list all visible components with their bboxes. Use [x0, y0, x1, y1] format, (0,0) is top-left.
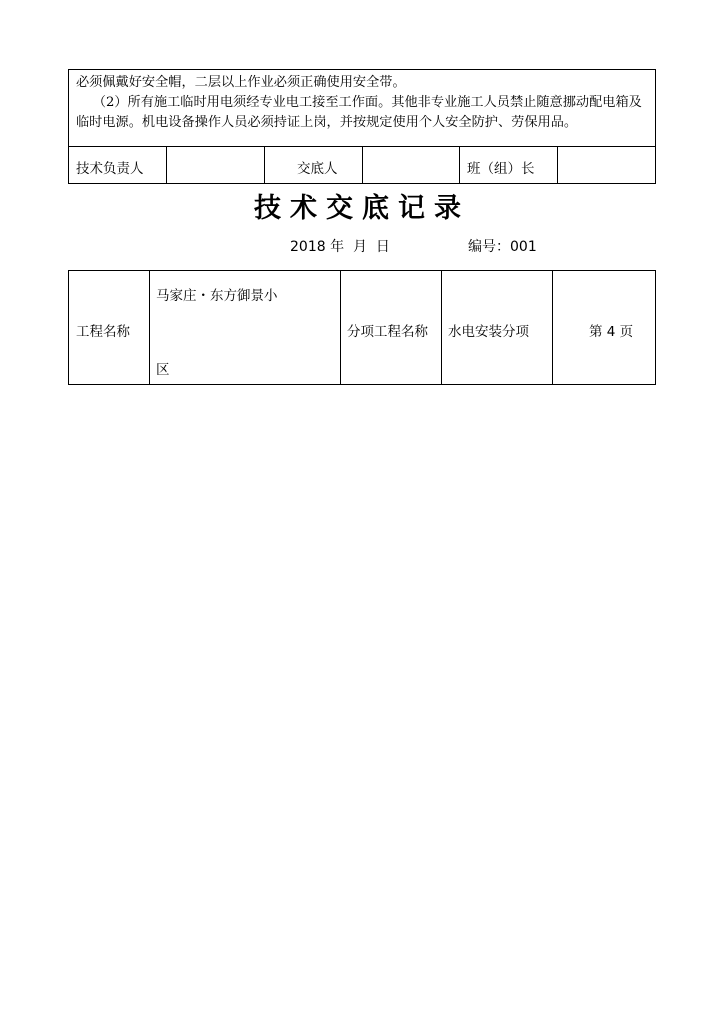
column-divider — [340, 270, 341, 385]
project-name-label: 工程名称 — [76, 324, 130, 340]
record-serial-number: 编号：001 — [468, 239, 537, 255]
column-divider — [362, 146, 363, 184]
project-name-value-line1: 马家庄・东方御景小 — [156, 288, 278, 304]
record-date: 2018 年 月 日 — [290, 239, 390, 255]
column-divider — [552, 270, 553, 385]
record-title: 技术交底记录 — [254, 193, 470, 224]
column-divider — [166, 146, 167, 184]
subproject-value: 水电安装分项 — [448, 324, 529, 340]
column-divider — [149, 270, 150, 385]
column-divider — [557, 146, 558, 184]
page-number: 第 4 页 — [589, 324, 634, 340]
column-divider — [441, 270, 442, 385]
column-divider — [264, 146, 265, 184]
project-name-value-line2: 区 — [156, 362, 170, 378]
safety-note-paragraph: 必须佩戴好安全帽，二层以上作业必须正确使用安全带。 （2）所有施工临时用电须经专业电工接至工作面。其他非专业施工人员禁止随意挪动配电箱及临时电源。机电设备操作人员必须持证上岗，并按规定使用个人安全防护、劳保用品。 — [76, 75, 642, 130]
column-divider — [459, 146, 460, 184]
presenter-label: 交底人 — [297, 161, 338, 177]
team-leader-label: 班（组）长 — [467, 161, 535, 177]
subproject-label: 分项工程名称 — [347, 324, 428, 340]
tech-lead-label: 技术负责人 — [76, 161, 144, 177]
